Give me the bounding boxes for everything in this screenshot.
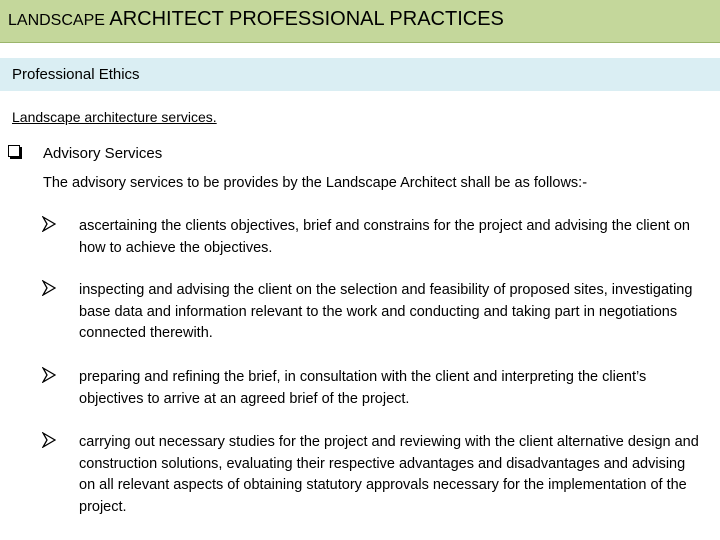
page-title [8, 8, 504, 31]
checkbox-bullet-icon [8, 145, 20, 157]
title-bar [0, 0, 720, 43]
arrow-bullet-icon [42, 367, 56, 383]
section-title: Professional Ethics [12, 66, 140, 83]
page-title-main: ARCHITECT PROFESSIONAL PRACTICES [109, 8, 504, 30]
subheading: Landscape architecture services. [12, 109, 217, 125]
page-title-prefix: LANDSCAPE [8, 12, 110, 29]
list-item-text: inspecting and advising the client on the selection and feasibility of proposed sites, investigating base data and information relevant to the work and conducting and taking part in negotiations connected therewith. [79, 282, 693, 341]
arrow-bullet-icon [42, 216, 56, 232]
arrow-bullet-icon [42, 280, 56, 296]
advisory-services-heading: Advisory Services [43, 145, 163, 162]
intro-text: The advisory services to be provides by the Landscape Architect shall be as follows:- [43, 175, 588, 191]
list-item-text: ascertaining the clients objectives, brief and constrains for the project and advising the client on how to achieve the objectives. [79, 218, 690, 256]
section-bar [0, 58, 720, 91]
list-item-text: carrying out necessary studies for the project and reviewing with the client alternative design and construction solutions, evaluating their respective advantages and disadvantages and advising on all relevant aspects of obtaining statutory approvals necessary for the implementation of the project. [79, 434, 699, 515]
list-item-text: preparing and refining the brief, in consultation with the client and interpreting the client’s objectives to arrive at an agreed brief of the project. [79, 369, 647, 407]
arrow-bullet-icon [42, 432, 56, 448]
